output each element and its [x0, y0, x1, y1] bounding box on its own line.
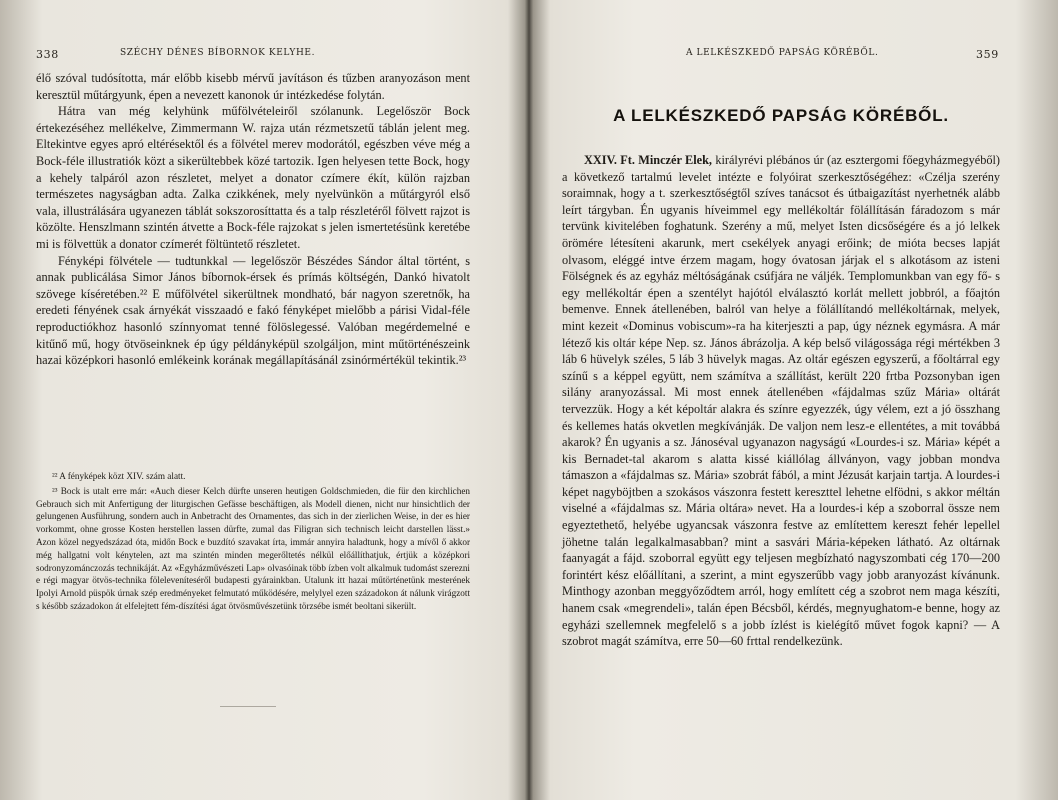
right-page — [530, 0, 1058, 800]
paragraph: Fényképi fölvétele — tudtunkkal — legelőször Bészédes Sándor által történt, s annak publicálása Simor János bíbornok-érsek és prímás költségén, Dankó hivatolt szövege kíséretében.²² E műfölvétel sikerültnek mondható, bár nagyon szeretnők, ha eredeti fényének csak árnyékát visszaadó e fakó fényképet mielőbb a párisi Vidal-féle reproductiókhoz hasonló színnyomat tenné fölöslegessé. Valóban megérdemelné e kitűnő mű, hogy ötvöseinknek ép úgy példányképül szolgáljon, mint műtörténészeink hazai középkori hasonló emlékeink korának megállapításánál zsinórmértékül tekintik.²³ — [36, 253, 470, 368]
running-head: A LELKÉSZKEDŐ PAPSÁG KÖRÉBŐL. — [686, 48, 879, 58]
left-page — [0, 0, 520, 800]
body-text — [562, 152, 1000, 650]
footnotes — [36, 470, 470, 615]
paragraph: élő szóval tudósította, már előbb kisebb mérvű javításon és tűzben aranyozáson ment keresztül műtárgyunk, épen a nevezett kanonok úr intézkedése folytán. — [36, 71, 470, 102]
footnote: ²² A fényképek közt XIV. szám alatt. — [52, 471, 186, 481]
footnote: ²³ Bock is utalt erre már: «Auch dieser Kelch dürfte unseren heutigen Goldschmieden, die für den kirchlichen Gebrauch sich mit Anfertigung der liturgischen Gefässe beschäftigen, als Modell dienen, nicht nur hinsichtlich der gelungenen Ausführung, sondern auch in Anbetracht des Ornamentes, das sich in der zierlichen Weise, in der es hier vorkommt, ohne grosse Kosten herstellen lassen dürfte, zumal das Filigran sich technisch leicht darstellen lässt.» Azon közel negyedszázad óta, midőn Bock e buzdító szavakat írta, immár annyira haladtunk, hogy a mívől ő akkor még hallgatni volt kénytelen, azt ma szintén minden megerőltetés nélkül előállíthatjuk, értjük a középkori sodronyzománczozás technikáját. Az «Egyházművészeti Lap» olvasóinak több ízben volt alkalmuk tudomást szerezni e régi magyar ötvös-technika föleleveníteséről budapesti gyárainkban. Utalunk itt hazai műtörténetünk mesterének Ipolyi Arnold püspök úrnak szép eredményeket felmutató működésére, melylyel ezen századokon át nálunk virágzott s később századokon át elfelejtett fém-díszítési ágat ötvösművészetünk törzsébe ismét beoltani sikerült. — [36, 485, 470, 611]
chapter-heading: A LELKÉSZKEDŐ PAPSÁG KÖRÉBŐL. — [613, 106, 949, 125]
end-rule — [220, 706, 276, 707]
running-head: SZÉCHY DÉNES BÍBORNOK KELYHE. — [120, 48, 316, 58]
body-text — [36, 70, 470, 369]
page-number: 359 — [976, 48, 999, 61]
paragraph — [562, 152, 1000, 650]
page-number: 338 — [36, 48, 59, 61]
paragraph: Hátra van még kelyhünk műfölvételeiről szólanunk. Legelőször Bock értekezéséhez mellékelve, Zimmermann W. rajza után rézmetszetű táblán jelent meg. Eltekintve egyes apró eltérésektől és a fölvétel merev modorától, egészben véve még a Bock-féle illustratiók közt a sikerültebbek közé tartozik. Igen helyesen tette Bock, hogy a kehely talpáról azon részletet, melyet a donator czímere ékít, külön rajzban természetes nagyságban adta. Zalka czikkének, mely nyelvünkön a műtárgyról első vala, illustrálására ugyanezen táblát sokszorosíttatta és a talp részletéről fölvett rajzot is közölte. Henszlmann szintén átvette a Bock-féle rajzokat s jelen ismertetésünk keretébe mi is fölvettük a donator czímerét föltüntető részletet. — [36, 104, 470, 251]
lead-label: XXIV. Ft. Minczér Elek, — [584, 153, 712, 167]
paragraph-text: királyrévi plébános úr (az esztergomi főegyházmegyéből) a következő tartalmú levelet intézte e folyóirat szerkesztőségéhez: «Czélja szerény soraimnak, hogy a t. szerkesztőségtől szíves tanácsot és útbaigazítást nyerhetnék alább leírt tárgyban. Én ugyanis híveimmel egy mellékoltár fölállításán fáradozom s már tervünk kivitelében foghatunk. Szerény a mű, melyet Isten dicsőségére és a jó lelkek örömére létesíteni akarunk, mert csekélyek anyagi erőink; de mióta becses lapját olvasom, eléggé intve érzem magam, hogy óvatosan járjak el s alkotásom az isteni Fölségnek és az egyház méltóságának csúfjára ne váljék. Templomunkban van egy fő- s egy mellékoltár épen a szentélyt hajótól elválasztó korlát mellett jobbról, a főajtón bemenve. Ennek átellenében, balról van helye a fölállítandó mellékoltárnak, melyek, mint kezeit «Dominus vobiscum»-ra ha kiterjeszti a pap, úgy néznek egymásra. A már létező kis oltár képe Nep. sz. János ábrázolja. A kép belső világossága régi mértékben 3 láb 6 hüvelyk széles, 5 láb 3 hüvelyk magas. Az oltár egészen egyszerű, a főoltárral egy színű s a képpel együtt, nem számítva a szállítást, került 220 frtba Pozsonyban igen silány aranyozással. Mi most ennek átellenében «fájdalmas szűz Mária» oltárát tervezzük. Hogy a két képoltár alakra és színre egyezzék, úgy vélem, ezt a jó összhang és kellemes hatás okvetlen megkívánják. De valjon nem lesz-e ellentétes, a mit továbbá akarok? Én ugyanis a sz. Jánoséval ugyanazon nagyságú «Lourdes-i sz. Mária» képét a kis Bernadet-tal akarom s alatta kissé kiállólag állványon, vagy jobban mondva támaszon a «fájdalmas sz. Mária» szobrát fából, a mint Jézusát karjain tartja. A lourdes-i képet nagyböjtben a szokásos vászonra festett kereszttel lehetne elfödni, s akkor méltán viselné a «fájdalmas sz. Mária oltára» nevet. Ha a lourdes-i kép a szoborral össze nem egyeztethető, helyébe ugyancsak vászonra festve az említettem kereszt fehér lepellel jöhetne talán legalkalmasabban? mint a sasvári Mária-képeken látható. Az oltárnak faanyagát a fájd. szoborral együtt egy teljesen megbízható nagyszombati cég 170—200 forintért kész előállítani, a szerint, a mint egyszerűbb vagy jobb aranyozást kívánunk. Minthogy azonban meggyőződtem arról, hogy említett cég a szobrot nem maga készíti, hanem csak «megrendeli», talán épen Bécsből, kérdés, megnyughatom-e benne, hogy az egyházi szellemnek megfelelő s a jobb ízlést is kielégítő művet fogok kapni? — A szobrot magát számítva, erre 50—60 frttal rendelkezünk. — [562, 153, 1001, 649]
